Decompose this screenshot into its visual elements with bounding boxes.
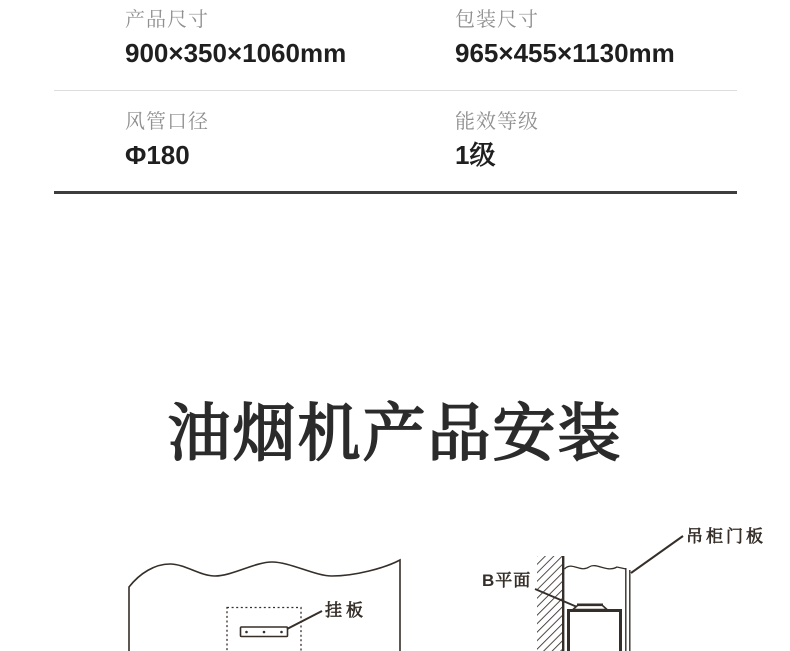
screw-hole <box>280 631 283 634</box>
spec-energy-rating <box>455 108 790 172</box>
spec-value: 965×455×1130mm <box>455 38 675 68</box>
spec-row-1 <box>0 4 790 90</box>
spec-label: 风管口径 <box>125 111 209 133</box>
label-cabinet-door-panel: 吊柜门板 <box>686 527 766 546</box>
spec-table <box>0 0 790 194</box>
wall-hatch <box>537 556 563 651</box>
cabinet-top-break-line <box>565 566 627 569</box>
spec-row-2 <box>0 91 790 191</box>
screw-hole <box>245 631 248 634</box>
divider-dark <box>54 191 737 194</box>
hood-body <box>569 611 621 651</box>
spec-value: 900×350×1060mm <box>125 38 347 68</box>
leader-line-hanging-plate <box>287 611 322 629</box>
spec-product-size <box>125 6 455 70</box>
installation-diagram-wall-plate <box>100 545 420 651</box>
spec-label: 包装尺寸 <box>455 9 539 31</box>
spec-label: 能效等级 <box>455 111 539 133</box>
screw-hole <box>263 631 266 634</box>
label-hanging-plate: 挂板 <box>325 601 367 620</box>
spec-duct-diameter <box>125 108 455 172</box>
spec-label: 产品尺寸 <box>125 9 209 31</box>
spec-value: Φ180 <box>125 140 190 170</box>
section-title: 油烟机产品安装 <box>167 399 623 469</box>
title-block <box>0 399 790 469</box>
spec-value: 1级 <box>455 140 496 170</box>
leader-line-cabinet-door <box>631 536 683 573</box>
spec-package-size <box>455 6 790 70</box>
label-b-plane: B平面 <box>482 571 532 590</box>
